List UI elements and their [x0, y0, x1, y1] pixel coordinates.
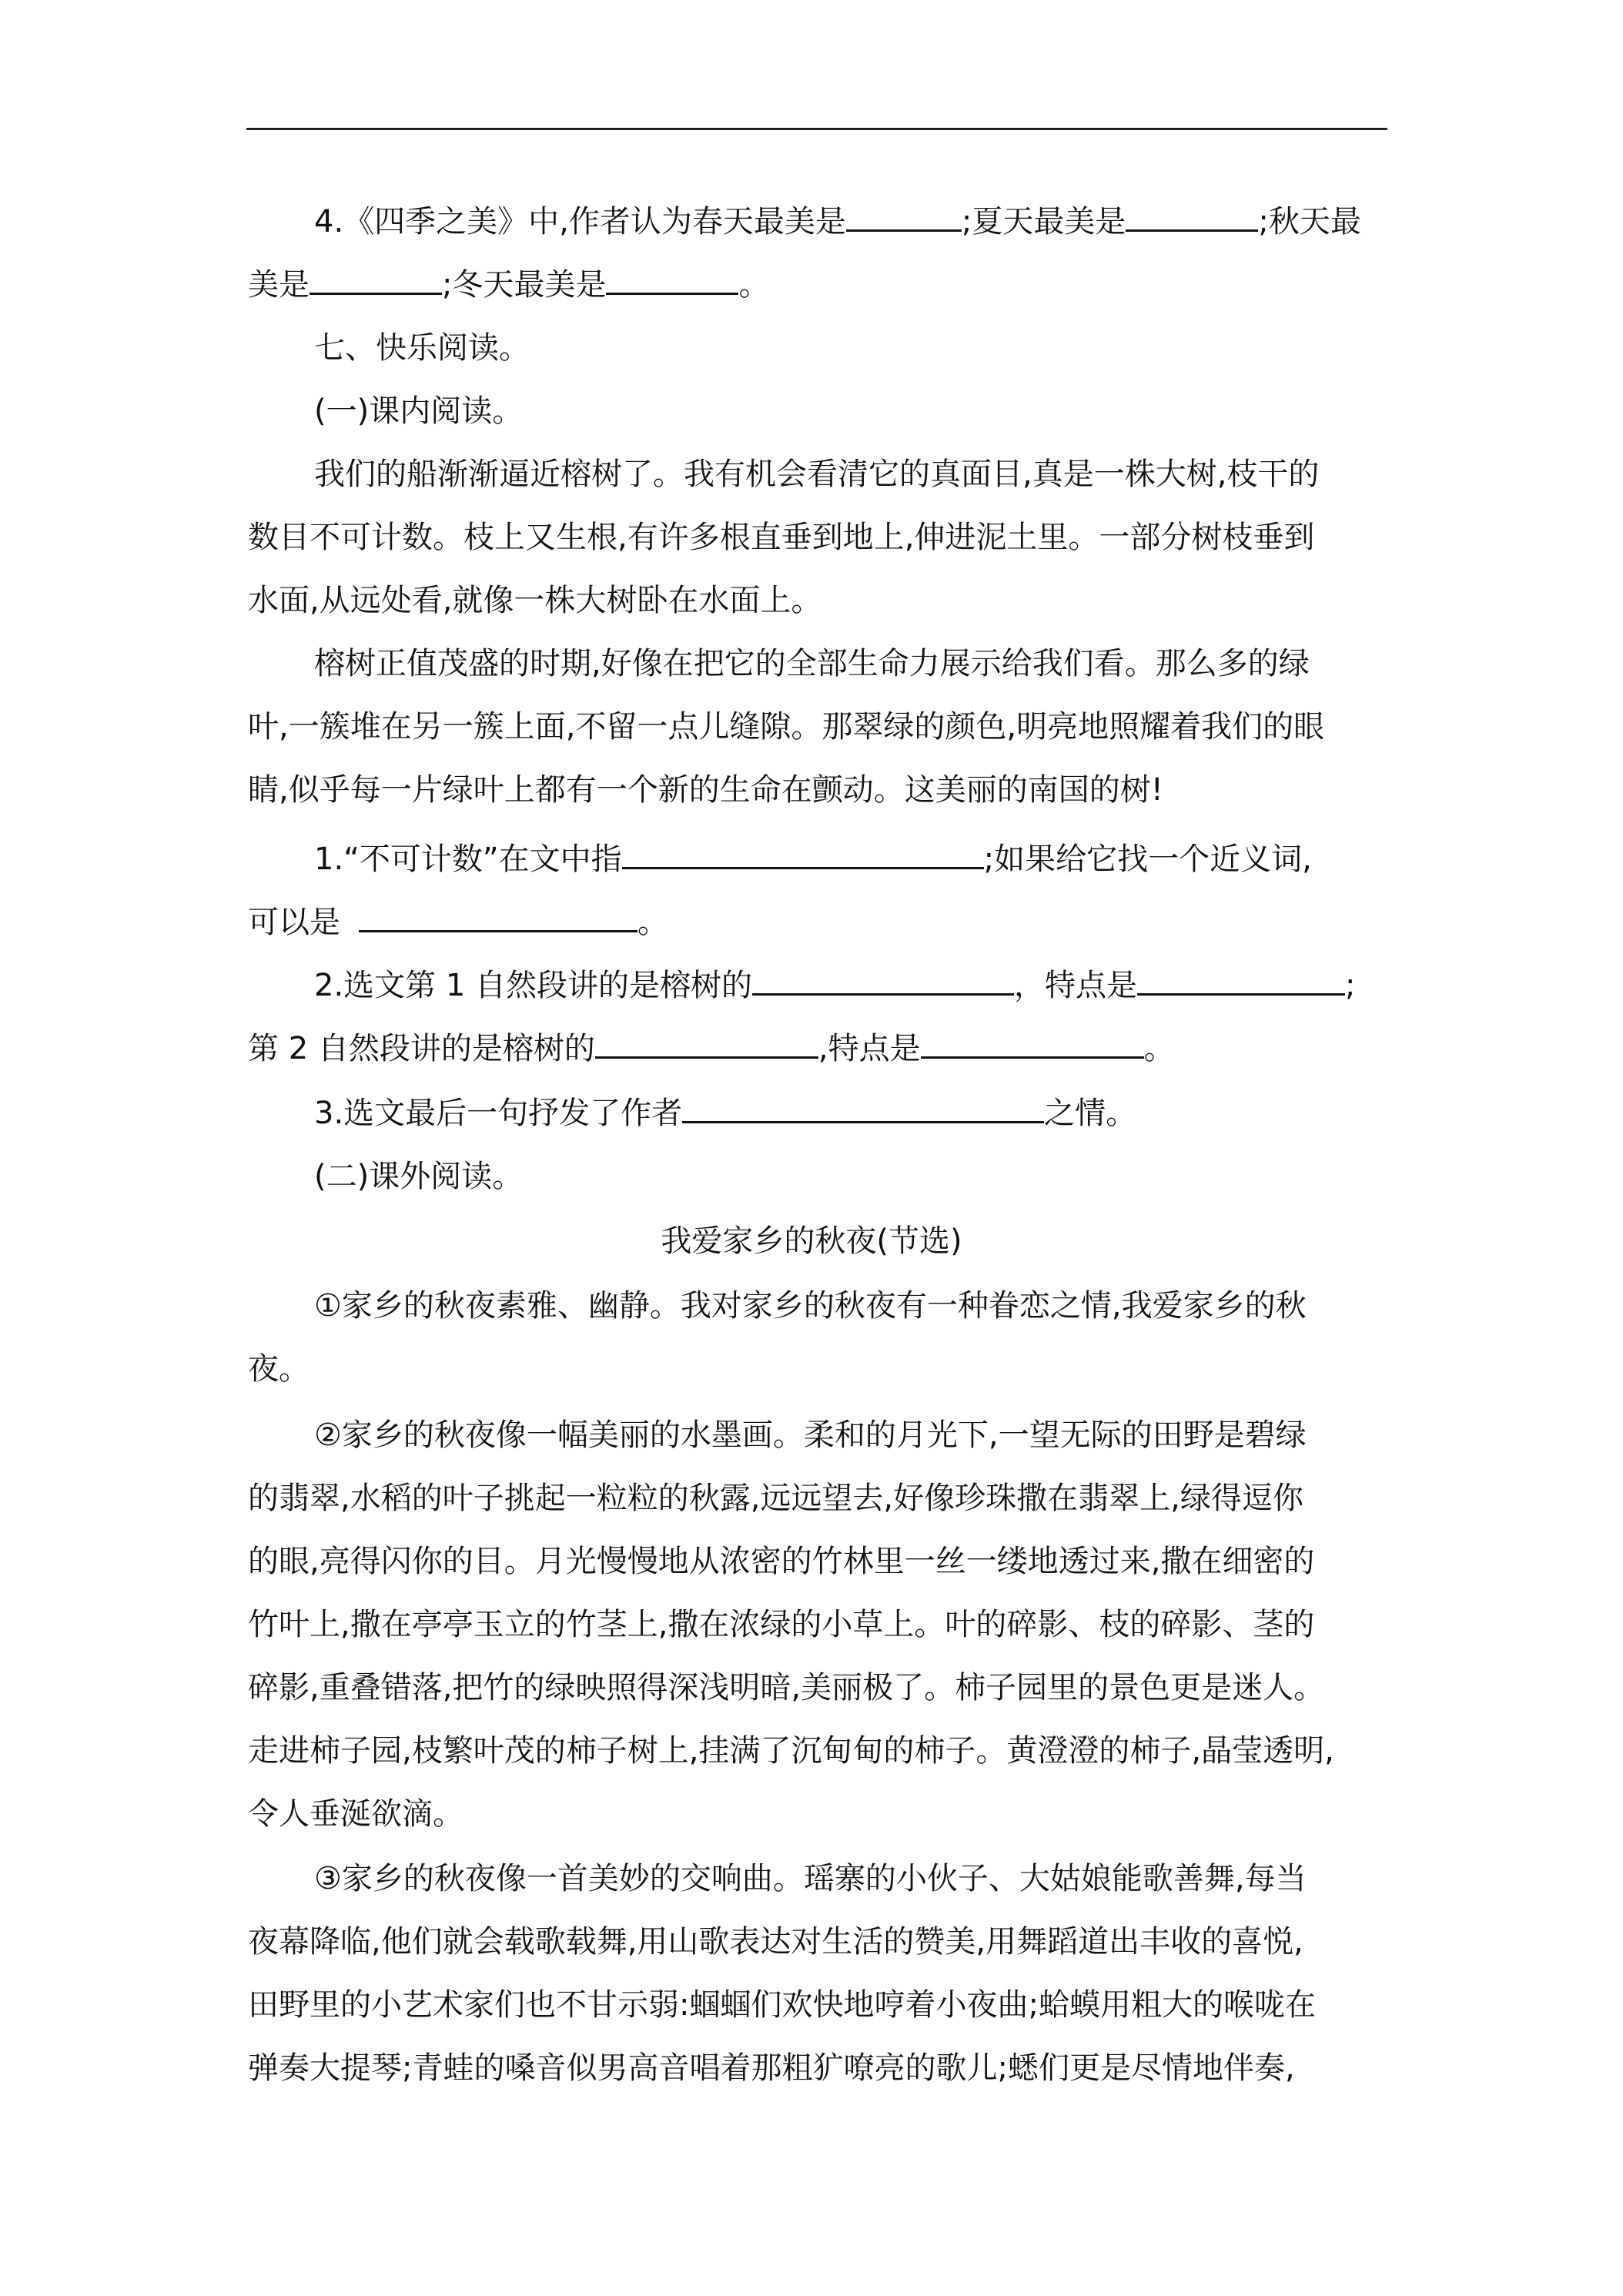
header-rule: [246, 128, 1387, 130]
q2-text-f: 。: [1143, 1031, 1175, 1066]
q3-text-a: 3.选文最后一句抒发了作者: [314, 1096, 683, 1131]
passage1-line: 榕树正值茂盛的时期,好像在把它的全部生命力展示给我们看。那么多的绿: [314, 646, 1310, 681]
q2-blank-para1-aspect[interactable]: [752, 962, 1014, 996]
q1-blank-meaning[interactable]: [622, 836, 984, 869]
question-2-line-1: [314, 955, 1392, 1016]
q1-text-c: 可以是: [248, 905, 340, 940]
passage2-line: 夜。: [248, 1351, 310, 1387]
q4-line-2: [248, 254, 1326, 316]
q4-text-a: 4.《四季之美》中,作者认为春天最美是: [314, 204, 846, 239]
q4-blank-summer[interactable]: [1126, 199, 1258, 232]
passage1-line: 我们的船渐渐逼近榕树了。我有机会看清它的真面目,真是一株大树,枝干的: [314, 457, 1320, 492]
q3-text-b: 之情。: [1044, 1096, 1137, 1131]
q4-line-1: [314, 191, 1392, 253]
passage2-line: ③家乡的秋夜像一首美妙的交响曲。瑶寨的小伙子、大姑娘能歌善舞,每当: [314, 1861, 1307, 1896]
passage2-line: ②家乡的秋夜像一幅美丽的水墨画。柔和的月光下,一望无际的田野是碧绿: [314, 1417, 1307, 1453]
q1-blank-synonym[interactable]: [359, 899, 637, 932]
q2-text-e: ,特点是: [818, 1031, 921, 1066]
q4-text-f: 。: [738, 267, 770, 303]
q1-text-a: 1.“不可计数”在文中指: [314, 842, 622, 877]
q4-text-b: ;夏天最美是: [961, 204, 1126, 239]
q3-blank-emotion[interactable]: [682, 1090, 1044, 1123]
section-heading: 七、快乐阅读。: [314, 330, 530, 366]
passage2-line: 夜幕降临,他们就会载歌载舞,用山歌表达对生活的赞美,用舞蹈道出丰收的喜悦,: [248, 1924, 1303, 1960]
passage1-line: 水面,从远处看,就像一株大树卧在水面上。: [248, 583, 822, 618]
question-1-line-1: [314, 828, 1392, 890]
q4-text-e: ;冬天最美是: [442, 267, 607, 303]
passage2-line: 的眼,亮得闪你的目。月光慢慢地从浓密的竹林里一丝一缕地透过来,撒在细密的: [248, 1544, 1315, 1579]
passage2-line: 令人垂涎欲滴。: [248, 1796, 463, 1832]
passage2-title: 我爱家乡的秋夜(节选): [661, 1223, 962, 1259]
part1-heading: (一)课内阅读。: [314, 393, 524, 429]
question-2-line-2: [248, 1018, 1326, 1079]
passage2-line: 弹奏大提琴;青蛙的嗓音似男高音唱着那粗犷嘹亮的歌儿;蟋们更是尽情地伴奏,: [248, 2050, 1295, 2086]
q1-text-b: ;如果给它找一个近义词,: [983, 842, 1312, 877]
q4-text-c: ;秋天最: [1258, 204, 1361, 239]
q2-blank-para1-feature[interactable]: [1137, 962, 1345, 996]
q4-blank-spring[interactable]: [846, 199, 962, 232]
q4-text-d: 美是: [248, 267, 310, 303]
q2-blank-para2-feature[interactable]: [921, 1026, 1144, 1059]
passage1-line: 叶,一簇堆在另一簇上面,不留一点儿缝隙。那翠绿的颜色,明亮地照耀着我们的眼: [248, 709, 1325, 745]
q4-blank-autumn[interactable]: [310, 262, 442, 295]
q4-blank-winter[interactable]: [606, 262, 738, 295]
part2-heading: (二)课外阅读。: [314, 1159, 524, 1194]
passage2-line: ①家乡的秋夜素雅、幽静。我对家乡的秋夜有一种眷恋之情,我爱家乡的秋: [314, 1288, 1307, 1324]
question-1-line-2: [248, 892, 1326, 953]
passage2-line: 碎影,重叠错落,把竹的绿映照得深浅明暗,美丽极了。柿子园里的景色更是迷人。: [248, 1670, 1325, 1705]
passage2-line: 田野里的小艺术家们也不甘示弱:蝈蝈们欢快地哼着小夜曲;蛤蟆用粗大的喉咙在: [248, 1987, 1316, 2023]
q1-text-d: 。: [637, 905, 668, 940]
passage1-line: 数目不可计数。枝上又生根,有许多根直垂到地上,伸进泥土里。一部分树枝垂到: [248, 520, 1315, 555]
q2-text-d: 第 2 自然段讲的是榕树的: [248, 1031, 595, 1066]
passage2-line: 的翡翠,水稻的叶子挑起一粒粒的秋露,远远望去,好像珍珠撒在翡翠上,绿得逗你: [248, 1481, 1303, 1516]
passage1-line: 睛,似乎每一片绿叶上都有一个新的生命在颤动。这美丽的南国的树!: [248, 772, 1163, 808]
q2-text-c: ;: [1345, 968, 1356, 1003]
q2-text-a: 2.选文第 1 自然段讲的是榕树的: [314, 968, 753, 1003]
question-3-line: [314, 1083, 1392, 1144]
q2-blank-para2-aspect[interactable]: [595, 1026, 818, 1059]
passage2-line: 竹叶上,撒在亭亭玉立的竹茎上,撒在浓绿的小草上。叶的碎影、枝的碎影、茎的: [248, 1607, 1315, 1642]
passage2-line: 走进柿子园,枝繁叶茂的柿子树上,挂满了沉甸甸的柿子。黄澄澄的柿子,晶莹透明,: [248, 1733, 1334, 1769]
q2-text-b: ，特点是: [1014, 968, 1138, 1003]
